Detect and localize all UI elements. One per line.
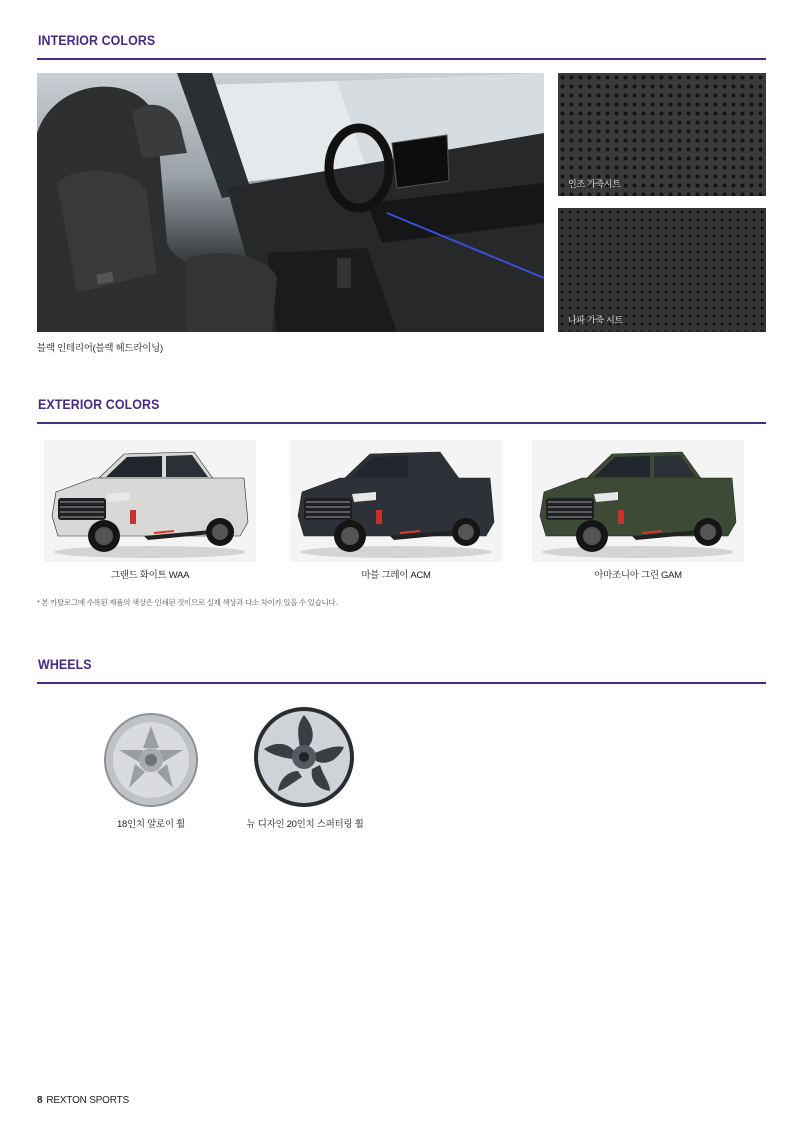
exterior-section-title: EXTERIOR COLORS: [38, 397, 160, 412]
car-marble-grey: [290, 440, 502, 562]
color-disclaimer: * 본 카탈로그에 수록된 제품의 색상은 인쇄된 것이므로 실제 색상과 다소 차이가 있을 수 있습니다.: [37, 598, 338, 607]
page-number: 8: [37, 1095, 43, 1106]
footer-model-name: REXTON SPORTS: [46, 1095, 129, 1106]
wheels-section-title: WHEELS: [38, 657, 92, 672]
swatch-nappa-leather: [558, 208, 766, 332]
car-amazonia-green: [532, 440, 744, 562]
interior-photo-caption: 블랙 인테리어(블랙 헤드라이닝): [37, 343, 163, 354]
wheel-label-18: 18인치 알로이 휠: [117, 819, 185, 830]
swatch-synthetic-leather: [558, 73, 766, 196]
swatch-label: 나파 가죽 시트: [568, 315, 623, 325]
wheel-label-20: 뉴 디자인 20인치 스퍼터링 휠: [246, 819, 364, 830]
car-label-green: 아마조니아 그린 GAM: [594, 570, 682, 581]
swatch-label: 인조 가죽시트: [568, 179, 621, 189]
interior-illustration: [37, 73, 544, 332]
interior-divider: [37, 58, 766, 60]
wheel-20-sputtering: [252, 705, 356, 809]
car-grand-white: [44, 440, 256, 562]
wheel-18-alloy: [103, 712, 199, 808]
page-footer: [37, 1095, 129, 1106]
wheels-divider: [37, 682, 766, 684]
interior-section-title: INTERIOR COLORS: [38, 33, 156, 48]
interior-photo: [37, 73, 544, 332]
car-label-white: 그랜드 화이트 WAA: [110, 570, 190, 581]
exterior-divider: [37, 422, 766, 424]
car-label-grey: 마블 그레이 ACM: [361, 570, 431, 581]
